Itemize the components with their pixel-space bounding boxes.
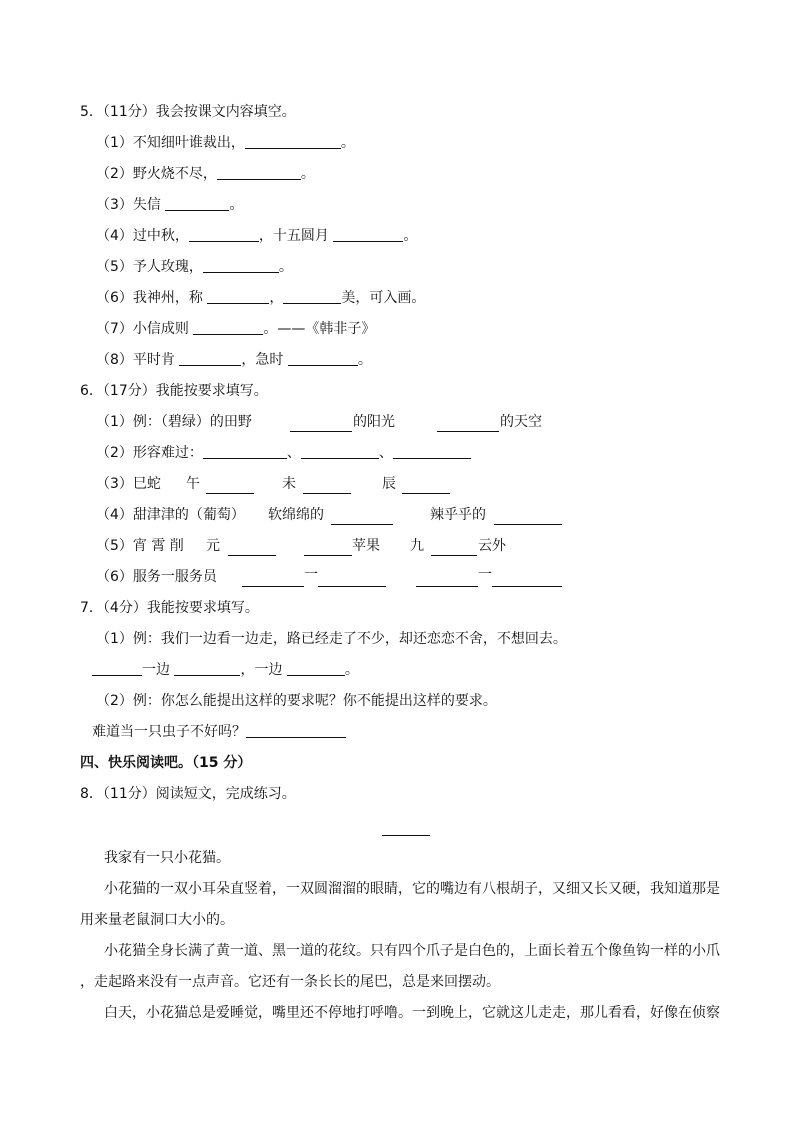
- q7-example-1: （1）例：我们一边看一边走，路已经走了不少，却还恋恋不舍，不想回去。: [96, 631, 567, 647]
- answer-blank[interactable]: [179, 351, 241, 366]
- q5-4-mid: ，十五圆月: [258, 228, 334, 244]
- q6-1-example: （1）例：（碧绿）的田野: [96, 414, 252, 430]
- answer-blank[interactable]: [189, 227, 259, 242]
- q5-item-5: [96, 257, 293, 277]
- q6-2-text: （2）形容难过：: [96, 445, 203, 461]
- passage-p3-line1: 小花猫全身长满了黄一道、黑一道的花纹。只有四个爪子是白色的，上面长着五个像鱼钩一样的小爪: [104, 943, 720, 959]
- answer-blank[interactable]: [304, 541, 352, 556]
- q6-3-c: 未: [282, 476, 296, 492]
- q7-header: 7．（4分）我能按要求填写。: [80, 600, 259, 616]
- answer-blank[interactable]: [431, 541, 477, 556]
- q5-2-text: （2）野火烧不尽，: [96, 166, 217, 182]
- q8-header: 8．（11分）阅读短文，完成练习。: [80, 786, 296, 802]
- passage-p3-line2: ，走起路来没有一点声音。它还有一条长长的尾巴，总是来回摆动。: [80, 974, 500, 990]
- q6-2-sep1: 、: [286, 445, 301, 461]
- answer-blank[interactable]: [203, 258, 279, 273]
- answer-blank[interactable]: [228, 541, 276, 556]
- q5-8-end: 。: [357, 352, 372, 368]
- answer-blank[interactable]: [193, 320, 263, 335]
- answer-blank[interactable]: [318, 572, 386, 587]
- answer-blank[interactable]: [416, 572, 478, 587]
- q6-3-d: 辰: [382, 476, 396, 492]
- q5-item-8: [96, 350, 372, 370]
- title-blank[interactable]: [382, 835, 430, 836]
- q6-4-c: 辣乎乎的: [430, 507, 486, 523]
- q7-answer-1: [92, 660, 359, 680]
- q6-3-a: （3）巳蛇: [96, 476, 161, 492]
- answer-blank[interactable]: [290, 417, 352, 432]
- answer-blank[interactable]: [303, 479, 351, 494]
- q7-answer-2: [92, 722, 346, 742]
- q7-2c: 。: [344, 662, 359, 678]
- q6-3-b: 午: [186, 476, 200, 492]
- passage-p2-line1: 小花猫的一双小耳朵直竖着，一双圆溜溜的眼睛，它的嘴边有八根胡子，又细又长又硬，我知道那是: [104, 881, 720, 897]
- q5-1-end: 。: [340, 135, 355, 151]
- q6-5-c: 苹果: [352, 538, 380, 554]
- passage-p2-line2: 用来量老鼠洞口大小的。: [80, 912, 234, 928]
- q5-4-text: （4）过中秋，: [96, 228, 189, 244]
- q7-2b: ，一边: [240, 662, 283, 678]
- answer-blank[interactable]: [165, 196, 229, 211]
- q5-item-4: [96, 226, 417, 246]
- q5-2-end: 。: [300, 166, 315, 182]
- q5-3-end: 。: [229, 197, 244, 213]
- answer-blank[interactable]: [494, 510, 562, 525]
- q6-6-dash2: 一: [478, 567, 492, 583]
- q5-item-7: [96, 319, 375, 339]
- answer-blank[interactable]: [206, 479, 254, 494]
- q5-8-mid: ，急时: [241, 352, 288, 368]
- answer-blank[interactable]: [203, 444, 287, 459]
- answer-blank[interactable]: [331, 510, 393, 525]
- answer-blank[interactable]: [288, 351, 358, 366]
- answer-blank[interactable]: [174, 661, 240, 676]
- q6-5-e: 云外: [478, 538, 506, 554]
- q5-5-end: 。: [278, 259, 293, 275]
- q5-item-6: [96, 288, 425, 308]
- q6-5-d: 九: [410, 538, 424, 554]
- answer-blank[interactable]: [492, 572, 562, 587]
- q5-6-text: （6）我神州，称: [96, 290, 208, 306]
- q6-6-dash1: 一: [304, 567, 318, 583]
- q7-2a: 一边: [142, 662, 170, 678]
- q5-8-text: （8）平时肯: [96, 352, 180, 368]
- answer-blank[interactable]: [301, 444, 379, 459]
- q5-7-text: （7）小信成则: [96, 321, 194, 337]
- q5-item-1: [96, 133, 355, 153]
- q6-2-sep2: 、: [378, 445, 393, 461]
- q6-4-a: （4）甜津津的（葡萄）: [96, 507, 245, 523]
- passage-p4-line1: 白天，小花猫总是爱睡觉，嘴里还不停地打呼噜。一到晚上，它就这儿走走，那儿看看，好像在侦察: [104, 1005, 720, 1021]
- q7-4: 难道当一只虫子不好吗？: [92, 724, 246, 740]
- section-heading: 四、快乐阅读吧。（15 分）: [80, 755, 252, 771]
- answer-blank[interactable]: [283, 289, 341, 304]
- answer-blank[interactable]: [437, 417, 499, 432]
- q5-4-end: 。: [403, 228, 418, 244]
- q6-5-a: （5）宵 霄 削: [96, 538, 184, 554]
- q6-row-1: [96, 412, 252, 432]
- q5-6-end: 美，可入画。: [341, 290, 426, 306]
- answer-blank[interactable]: [217, 165, 301, 180]
- answer-blank[interactable]: [393, 444, 471, 459]
- q5-header: 5．（11分）我会按课文内容填空。: [80, 104, 296, 120]
- q7-example-2: （2）例：你怎么能提出这样的要求呢？你不能提出这样的要求。: [96, 693, 497, 709]
- answer-blank[interactable]: [245, 134, 341, 149]
- answer-blank[interactable]: [333, 227, 403, 242]
- q5-6-mid: ，: [269, 290, 284, 306]
- answer-blank[interactable]: [402, 479, 450, 494]
- q6-5-b: 元: [206, 538, 220, 554]
- q5-1-text: （1）不知细叶谁裁出，: [96, 135, 245, 151]
- q5-5-text: （5）予人玫瑰，: [96, 259, 203, 275]
- answer-blank[interactable]: [246, 723, 346, 738]
- answer-blank[interactable]: [92, 661, 142, 676]
- q6-4-b: 软绵绵的: [268, 507, 324, 523]
- q6-header: 6．（17分）我能按要求填写。: [80, 383, 268, 399]
- q6-1-b: 的阳光: [353, 414, 395, 430]
- q6-1-c: 的天空: [500, 414, 542, 430]
- q5-3-text: （3）失信: [96, 197, 166, 213]
- q5-item-2: [96, 164, 315, 184]
- q5-item-3: [96, 195, 243, 215]
- q5-7-end: 。——《韩非子》: [263, 321, 376, 337]
- answer-blank[interactable]: [207, 289, 269, 304]
- answer-blank[interactable]: [287, 661, 345, 676]
- answer-blank[interactable]: [242, 572, 304, 587]
- q6-row-2: [96, 443, 471, 463]
- q6-6-a: （6）服务一服务员: [96, 569, 217, 585]
- passage-p1: 我家有一只小花猫。: [104, 850, 230, 866]
